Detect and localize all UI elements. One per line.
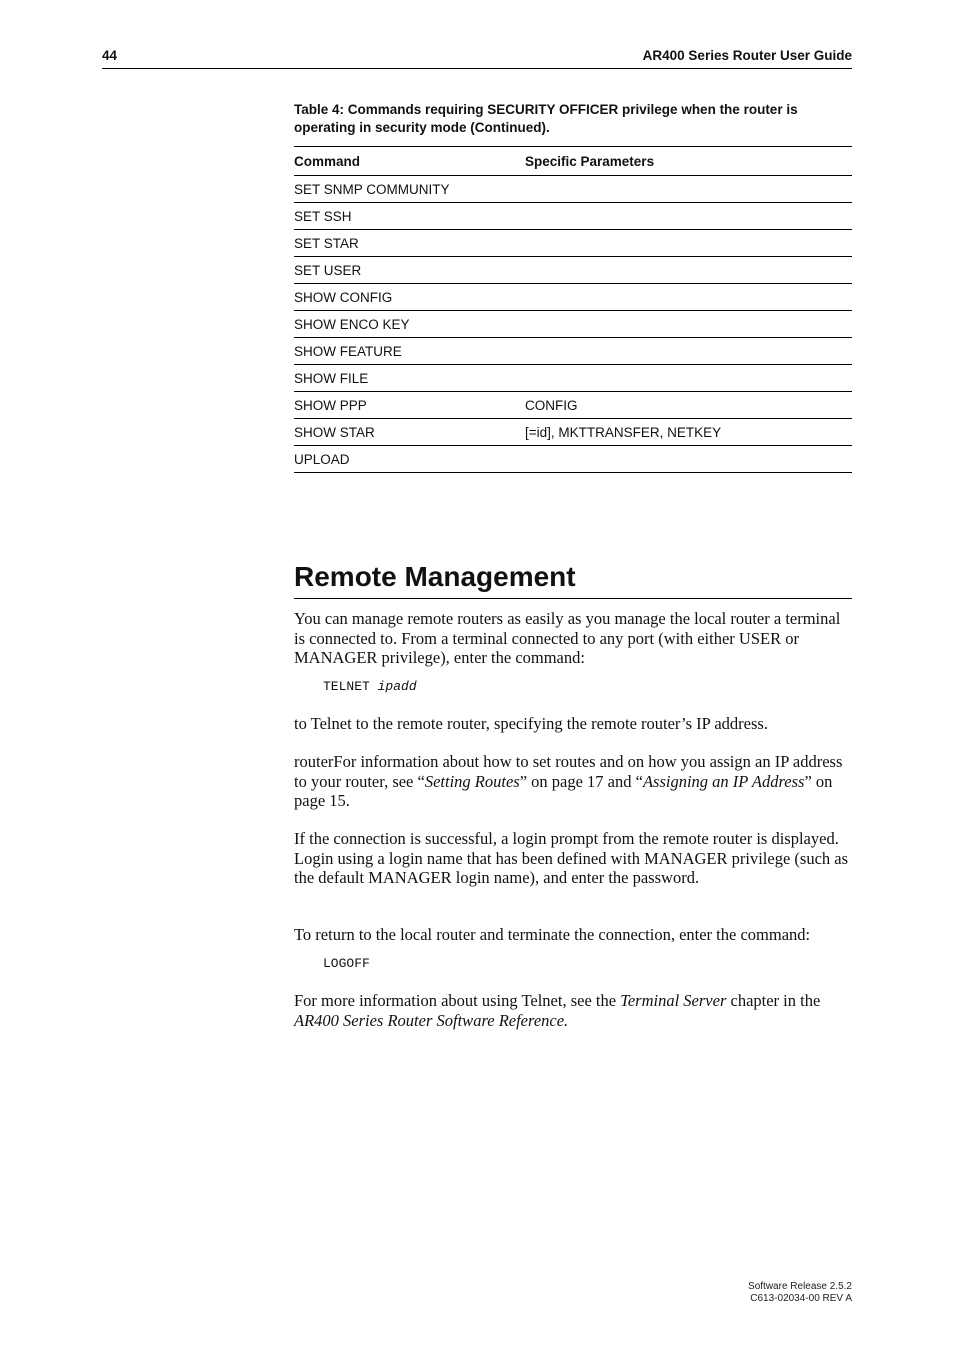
column-header-parameters: Specific Parameters <box>525 147 852 176</box>
parameters-cell <box>525 365 852 392</box>
command-cell: SHOW PPP <box>294 392 525 419</box>
table-row <box>294 257 852 284</box>
parameters-cell <box>525 338 852 365</box>
column-header-command: Command <box>294 147 525 176</box>
command-cell: SHOW FEATURE <box>294 338 525 365</box>
parameters-cell <box>525 230 852 257</box>
table-row <box>294 311 852 338</box>
parameters-cell: [=id], MKTTRANSFER, NETKEY <box>525 419 852 446</box>
table-row <box>294 338 852 365</box>
section-heading: Remote Management <box>294 558 852 599</box>
text-span: routerFor information about how to set routes and on how you assign an IP address to your router, see “ <box>294 752 843 791</box>
code-command: TELNET <box>323 679 370 694</box>
command-cell: SHOW STAR <box>294 419 525 446</box>
paragraph-intro: You can manage remote routers as easily as you manage the local router a terminal is connected to. From a terminal connected to any port (with either USER or MANAGER privilege), enter the command: <box>294 609 841 668</box>
table-row <box>294 176 852 203</box>
text-span: For more information about using Telnet, see the <box>294 991 621 1010</box>
table-row <box>294 446 852 473</box>
paragraph-login: If the connection is successful, a login prompt from the remote router is displayed. Login using a login name that has been defined with MANAGER privilege (such as the default MANAGER login name), and enter the password. <box>294 829 849 888</box>
parameters-cell <box>525 446 852 473</box>
parameters-cell <box>525 203 852 230</box>
parameters-cell <box>525 284 852 311</box>
text-span: ” on page 17 and “ <box>519 771 643 791</box>
document-number: C613-02034-00 REV A <box>750 1293 852 1304</box>
code-logoff: LOGOFF <box>323 956 370 971</box>
reference-terminal-server: Terminal Server <box>620 991 727 1010</box>
table-header-row <box>294 147 852 176</box>
software-release: Software Release 2.5.2 <box>748 1281 852 1292</box>
table-row <box>294 284 852 311</box>
parameters-cell <box>525 311 852 338</box>
command-cell: SET SNMP COMMUNITY <box>294 176 525 203</box>
reference-software-reference: AR400 Series Router Software Reference. <box>294 1010 569 1030</box>
code-argument: ipadd <box>377 679 417 694</box>
command-cell: SET STAR <box>294 230 525 257</box>
command-cell: SHOW ENCO KEY <box>294 311 525 338</box>
command-cell: SET USER <box>294 257 525 284</box>
command-cell: SET SSH <box>294 203 525 230</box>
paragraph-routes <box>294 752 852 811</box>
command-cell: SHOW FILE <box>294 365 525 392</box>
table-row <box>294 203 852 230</box>
parameters-cell <box>525 257 852 284</box>
code-telnet <box>323 679 417 694</box>
reference-setting-routes: Setting Routes <box>424 771 520 791</box>
page-number: 44 <box>102 48 118 63</box>
table-row <box>294 419 852 446</box>
table-caption: Table 4: Commands requiring SECURITY OFFICER privilege when the router is operating in security mode (Continued). <box>294 102 798 135</box>
text-span: ” on page 15. <box>294 771 833 811</box>
text-span: chapter in the <box>726 991 821 1010</box>
parameters-cell: CONFIG <box>525 392 852 419</box>
guide-title: AR400 Series Router User Guide <box>642 48 852 63</box>
table-row <box>294 392 852 419</box>
paragraph-return: To return to the local router and terminate the connection, enter the command: <box>294 925 811 944</box>
commands-table <box>294 146 852 473</box>
reference-assigning-ip: Assigning an IP Address <box>642 771 805 791</box>
parameters-cell <box>525 176 852 203</box>
command-cell: UPLOAD <box>294 446 525 473</box>
page-footer <box>748 1281 852 1305</box>
paragraph-more-info <box>294 991 852 1030</box>
page-header <box>102 48 852 69</box>
paragraph-telnet: to Telnet to the remote router, specifying the remote router’s IP address. <box>294 714 768 733</box>
command-cell: SHOW CONFIG <box>294 284 525 311</box>
table-row <box>294 365 852 392</box>
table-row <box>294 230 852 257</box>
